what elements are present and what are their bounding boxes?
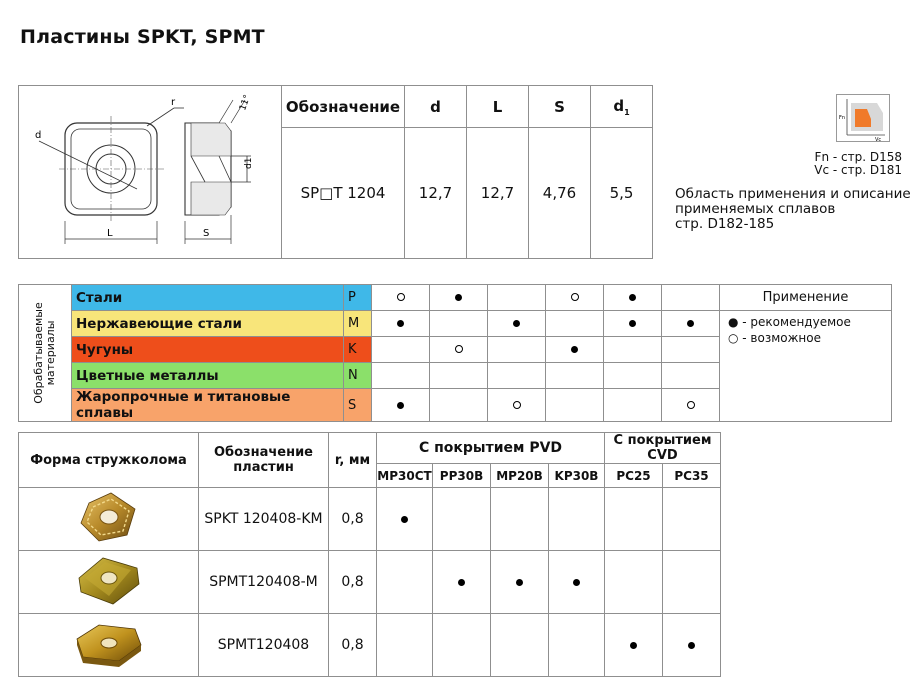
material-name: Чугуны [72, 337, 344, 363]
legend-recommended: ● - рекомендуемое [728, 315, 851, 329]
recommended-dot-icon [513, 320, 520, 327]
col-d: d [405, 86, 467, 128]
materials-side-label [19, 285, 72, 422]
insert-designation: SPMT120408-M [199, 551, 329, 614]
grade-header: PC25 [605, 464, 663, 488]
grade-cell [663, 551, 721, 614]
dim-r-label: r [171, 97, 176, 108]
mat-cell [546, 363, 604, 389]
dim-d1-label: d1 [244, 157, 254, 169]
mat-cell [546, 311, 604, 337]
dim-S-label: S [203, 228, 210, 239]
recommended-dot-icon [455, 294, 462, 301]
grade-header: PC35 [663, 464, 721, 488]
grade-cell [377, 551, 433, 614]
mat-cell [604, 285, 662, 311]
value-d1: 5,5 [591, 128, 653, 259]
side-label-line2: материалы [44, 320, 57, 386]
material-code: K [344, 337, 372, 363]
mat-cell [430, 311, 488, 337]
possible-circle-icon [687, 401, 695, 409]
icon-vc-label: Vc [875, 137, 882, 141]
legend-title: Применение [720, 285, 892, 311]
mat-cell [662, 389, 720, 422]
mat-cell [372, 389, 430, 422]
area-ref-line3: стр. D182-185 [675, 216, 775, 232]
spec-table [18, 85, 653, 259]
insert-drawing-svg [19, 86, 281, 254]
col-d1 [591, 86, 653, 128]
mat-cell [372, 285, 430, 311]
grade-header: KP30B [549, 464, 605, 488]
col-radius: r, мм [329, 433, 377, 488]
mat-cell [488, 285, 546, 311]
mat-cell [488, 363, 546, 389]
vc-ref: Vc - стр. D181 [814, 163, 902, 177]
material-code: S [344, 389, 372, 422]
mat-cell [604, 363, 662, 389]
grade-header: PP30B [433, 464, 491, 488]
grade-cell [663, 488, 721, 551]
grade-cell [377, 488, 433, 551]
dim-angle-label: 11° [238, 93, 253, 113]
grade-cell [491, 614, 549, 677]
materials-table [18, 284, 892, 422]
mat-cell [430, 337, 488, 363]
area-ref-line2: применяемых сплавов [675, 201, 836, 217]
recommended-dot-icon [629, 320, 636, 327]
insert-km-image [69, 489, 149, 545]
mat-cell [372, 311, 430, 337]
grade-cell [549, 614, 605, 677]
material-name: Жаропрочные и титановые сплавы [72, 389, 344, 422]
area-ref-line1: Область применения и описание [675, 186, 911, 202]
material-name: Нержавеющие стали [72, 311, 344, 337]
grade-header: MP30CT [377, 464, 433, 488]
material-code: P [344, 285, 372, 311]
area-ref [675, 187, 911, 232]
mat-cell [662, 337, 720, 363]
cvd-header: С покрытием CVD [605, 433, 721, 464]
material-code: M [344, 311, 372, 337]
value-L: 12,7 [467, 128, 529, 259]
recommended-dot-icon [516, 579, 523, 586]
col-L: L [467, 86, 529, 128]
mat-cell [662, 363, 720, 389]
grade-cell [377, 614, 433, 677]
col-shape: Форма стружколома [19, 433, 199, 488]
material-name: Стали [72, 285, 344, 311]
insert-plain-image [69, 615, 149, 671]
recommended-dot-icon [458, 579, 465, 586]
force-speed-icon [836, 94, 890, 142]
grade-cell [433, 614, 491, 677]
col-insert-designation: Обозначение пластин [199, 433, 329, 488]
dim-d-label: d [35, 130, 42, 141]
col-d1-sub: 1 [624, 107, 630, 117]
mat-cell [430, 363, 488, 389]
icon-fn-label: Fn [839, 115, 846, 121]
col-d1-base: d [613, 96, 625, 115]
value-d: 12,7 [405, 128, 467, 259]
possible-circle-icon [455, 345, 463, 353]
insert-radius: 0,8 [329, 551, 377, 614]
fn-ref: Fn - стр. D158 [814, 150, 902, 164]
recommended-dot-icon [687, 320, 694, 327]
fn-vc-refs [790, 151, 902, 177]
insert-image [19, 551, 199, 614]
possible-circle-icon [513, 401, 521, 409]
value-S: 4,76 [529, 128, 591, 259]
recommended-dot-icon [630, 642, 637, 649]
legend-possible: ○ - возможное [728, 331, 821, 345]
legend-body [720, 311, 892, 422]
mat-cell [662, 285, 720, 311]
insert-image [19, 488, 199, 551]
insert-designation: SPKT 120408-KM [199, 488, 329, 551]
material-code: N [344, 363, 372, 389]
mat-cell [430, 389, 488, 422]
mat-cell [372, 337, 430, 363]
insert-radius: 0,8 [329, 614, 377, 677]
material-name: Цветные металлы [72, 363, 344, 389]
grade-cell [433, 488, 491, 551]
mat-cell [604, 337, 662, 363]
recommended-dot-icon [401, 516, 408, 523]
dim-L-label: L [107, 228, 113, 239]
products-table [18, 432, 721, 677]
mat-cell [604, 389, 662, 422]
mat-cell [662, 311, 720, 337]
recommended-dot-icon [688, 642, 695, 649]
grade-cell [549, 551, 605, 614]
insert-designation: SPMT120408 [199, 614, 329, 677]
page-title: Пластины SPKT, SPMT [20, 26, 265, 48]
recommended-dot-icon [573, 579, 580, 586]
grade-cell [491, 551, 549, 614]
grade-cell [433, 551, 491, 614]
recommended-dot-icon [629, 294, 636, 301]
grade-cell [605, 551, 663, 614]
recommended-dot-icon [571, 346, 578, 353]
col-S: S [529, 86, 591, 128]
grade-cell [605, 488, 663, 551]
insert-m-image [69, 552, 149, 608]
mat-cell [488, 337, 546, 363]
value-designation: SP□T 1204 [282, 128, 405, 259]
possible-circle-icon [397, 293, 405, 301]
recommended-dot-icon [397, 320, 404, 327]
recommended-dot-icon [397, 402, 404, 409]
mat-cell [604, 311, 662, 337]
mat-cell [488, 311, 546, 337]
insert-radius: 0,8 [329, 488, 377, 551]
col-designation: Обозначение [282, 86, 405, 128]
mat-cell [488, 389, 546, 422]
side-label-line1: Обрабатываемые [32, 302, 45, 404]
mat-cell [546, 389, 604, 422]
grade-cell [663, 614, 721, 677]
pvd-header: С покрытием PVD [377, 433, 605, 464]
grade-header: MP20B [491, 464, 549, 488]
mat-cell [372, 363, 430, 389]
insert-drawing [19, 86, 282, 259]
grade-cell [549, 488, 605, 551]
possible-circle-icon [571, 293, 579, 301]
insert-image [19, 614, 199, 677]
grade-cell [605, 614, 663, 677]
mat-cell [546, 337, 604, 363]
grade-cell [491, 488, 549, 551]
mat-cell [430, 285, 488, 311]
mat-cell [546, 285, 604, 311]
